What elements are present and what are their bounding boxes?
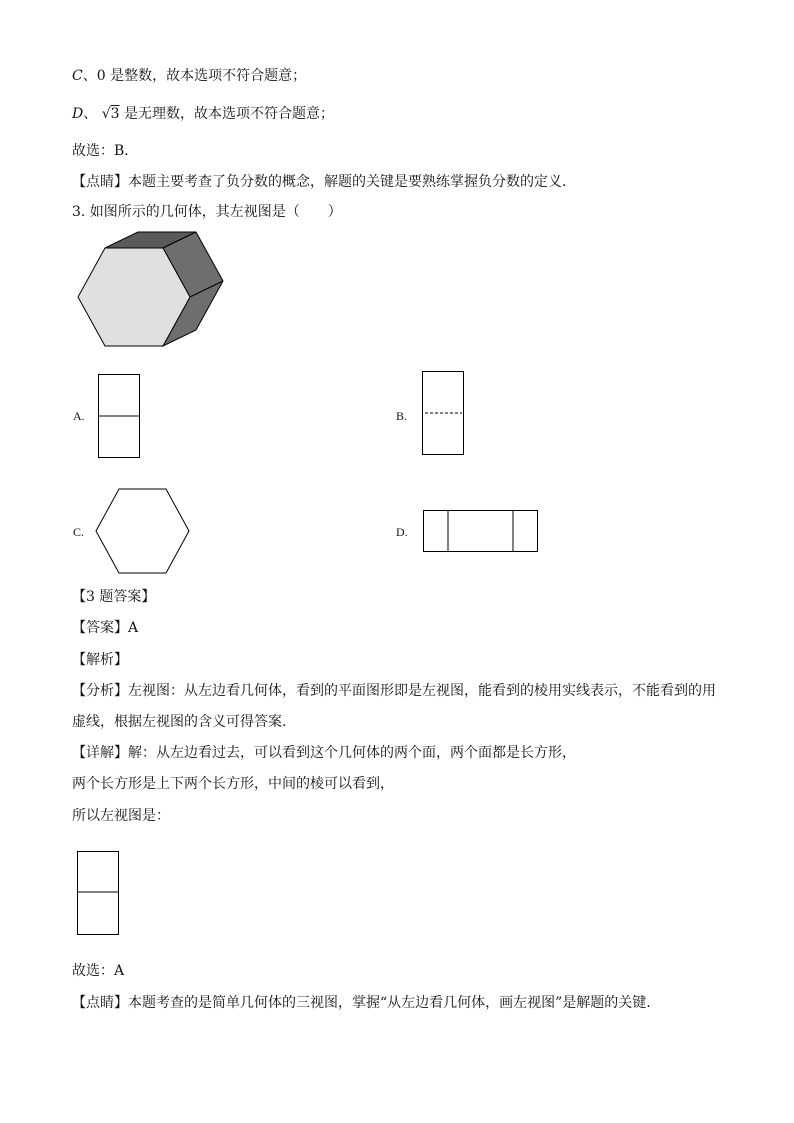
d-sep: 、	[83, 106, 98, 122]
answer-section-header: 【3 题答案】	[72, 589, 156, 605]
option-c-label[interactable]: C.	[73, 525, 85, 539]
d-letter: D	[72, 106, 84, 122]
c-option-text: 、0 是整数，故本选项不符合题意；	[82, 68, 307, 84]
comment-line-2: 【点睛】本题考查的是简单几何体的三视图，掌握“从左边看几何体，画左视图”是解题的关键.	[72, 995, 651, 1011]
analysis-header: 【解析】	[72, 652, 128, 668]
sqrt-symbol: √3	[101, 106, 120, 122]
analysis-line-1: 【分析】左视图：从左边看几何体，看到的平面图形即是左视图，能看到的棱用实线表示，不能看到的用	[72, 683, 716, 699]
option-b-label[interactable]: B.	[396, 409, 408, 423]
analysis-line-2: 虚线，根据左视图的含义可得答案.	[72, 714, 287, 730]
detail-line-1: 【详解】解：从左边看过去，可以看到这个几何体的两个面，两个面都是长方形，	[72, 745, 576, 761]
c-letter: C	[72, 68, 83, 84]
answer-line: 【答案】A	[72, 620, 139, 636]
question-3-stem: 3. 如图所示的几何体，其左视图是（ ）	[72, 204, 342, 220]
choice-line-2: 故选：A	[72, 963, 125, 979]
detail-line-2: 两个长方形是上下两个长方形，中间的棱可以看到，	[72, 776, 394, 792]
option-d-label[interactable]: D.	[396, 525, 408, 539]
option-a-label[interactable]: A.	[73, 409, 85, 423]
choice-line-1: 故选：B．	[72, 143, 139, 159]
detail-line-3: 所以左视图是：	[72, 808, 170, 824]
option-d-figure	[422, 509, 540, 554]
option-a-figure	[98, 374, 142, 460]
option-b-figure	[422, 371, 466, 457]
d-option-text: 是无理数，故本选项不符合题意；	[119, 106, 334, 122]
comment-line-1: 【点睛】本题主要考查了负分数的概念，解题的关键是要熟练掌握负分数的定义．	[72, 174, 576, 190]
option-c-figure	[94, 487, 192, 575]
answer-left-view-figure	[77, 851, 121, 937]
sqrt-radicand: 3	[110, 106, 120, 122]
